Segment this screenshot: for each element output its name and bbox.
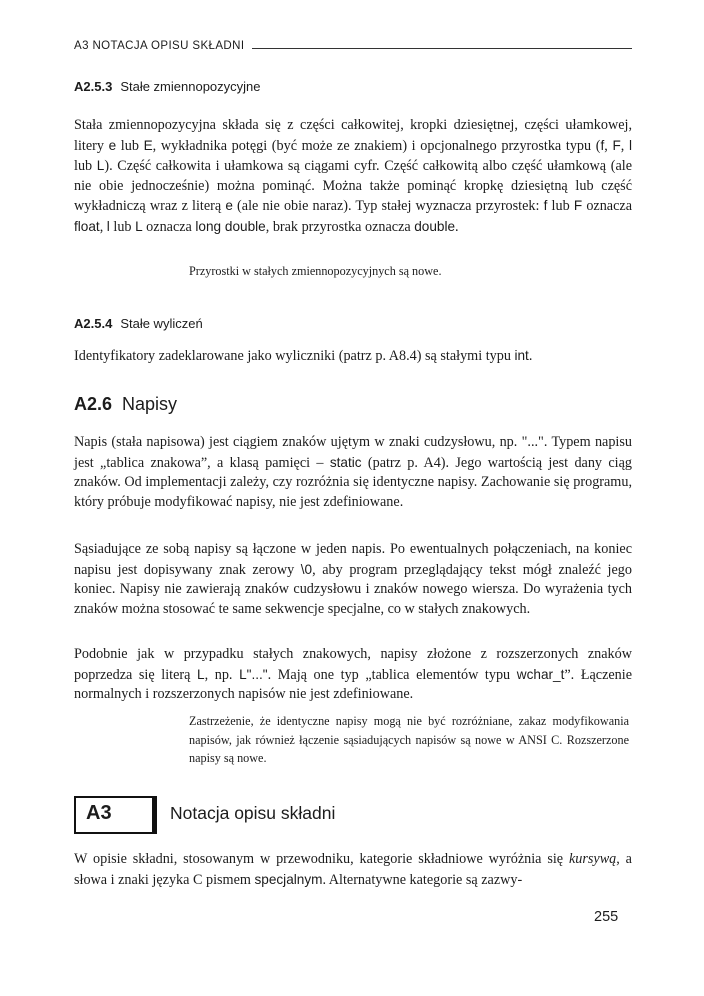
paragraph-wide-strings: Podobnie jak w przypadku stałych znakowych, napisy złożone z rozszerzonych znaków poprzedza się literą L, np. L"...". Mają one typ „tablica elementów typu wchar_t”. Łączenie normalnych i rozszerzonych napisów nie jest zdefiniowane. [74,646,633,702]
chapter-number-box [74,796,157,834]
code-F: F [612,137,621,153]
running-head-rule [252,48,632,49]
code-L: L [135,218,143,234]
paragraph-string-concatenation: Sąsiadujące ze sobą napisy są łączone w jeden napis. Po ewentualnych połączeniach, na koniec napisu jest dopisywany znak zerowy \0, aby program przeglądający tekst mógł znaleźć jego koniec. Napisy nie zawierają znaków cudzysłowu i znaków nowego wiersza. Do wyrażenia tych znaków można stosować te same sekwencje specjalne, co w stałych znakowych. [74,541,632,617]
code-f: f [600,137,605,153]
subsection-title: Stałe wyliczeń [120,316,203,331]
code-int: int [514,348,529,363]
code-e: e [108,137,117,153]
code-E: E [143,137,153,153]
note-ansi-strings: Zastrzeżenie, że identyczne napisy mogą nie być rozróżniane, zakaz modyfikowania napisów, jak również łączenie sąsiadujących napisów są nowe w ANSI C. Rozszerzone napisy są nowe. [189,714,629,765]
paragraph-floating-constants: Stała zmiennopozycyjna składa się z części całkowitej, kropki dziesiętnej, części ułamkowej, litery e lub E, wykładnika potęgi (być może ze znakiem) i opcjonalnego przyrostka typu (f, F, l lub L). Część całkowita i ułamkowa są ciągami cyfr. Część całkowitą albo część ułamkową (ale nie obie jednocześnie) można pominąć. Można także pominąć kropkę dziesiętną lub część wykładniczą wraz z literą e (ale nie obie naraz). Typ stałej wyznacza przyrostek: f lub F oznacza float, l lub L oznacza long double, brak przyrostka oznacza double. [74,117,632,235]
code-static: static [329,454,362,470]
page-number: 255 [594,909,619,925]
code-F: F [573,198,583,213]
code-L: L [96,158,105,173]
subsection-heading-a253 [74,79,261,94]
code-float: float [74,218,100,234]
code-L-string: L"..." [239,666,268,682]
section-title: Napisy [122,394,178,414]
code-L: L [197,666,205,682]
running-head [74,40,632,52]
code-double: double [414,218,456,234]
code-e: e [225,198,233,213]
paragraph-enum-constants: Identyfikatory zadeklarowane jako wyliczniki (patrz p. A8.4) są stałymi typu int. [74,348,533,364]
code-l: l [628,137,632,153]
running-head-text: A3 NOTACJA OPISU SKŁADNI [74,40,245,52]
subsection-title: Stałe zmiennopozycyjne [120,79,261,94]
code-long-double: long double [195,218,266,234]
code-null-char: \0 [300,561,313,577]
chapter-title: Notacja opisu składni [170,803,336,823]
paragraph-strings-definition: Napis (stała napisowa) jest ciągiem znaków ujętym w znaki cudzysłowu, np. "...". Typem napisu jest „tablica znakowa”, a klasą pamięci – static (patrz p. A4). Jego wartością jest dany ciąg znaków. Od implementacji zależy, czy rozróżnia się identyczne napisy. Zachowanie się programu, który próbuje modyfikować napisy, nie jest zdefiniowane. [74,434,632,510]
section-number: A2.6 [74,394,113,414]
special-font-text: specjalnym [254,871,323,887]
code-wchar-t: wchar_t [516,666,565,682]
note-suffixes-new: Przyrostki w stałych zmiennopozycyjnych są nowe. [189,264,442,278]
chapter-number: A3 [86,802,112,824]
italic-text: kursywą [568,851,617,867]
section-heading-a26 [74,394,177,415]
paragraph-syntax-notation: W opisie składni, stosowanym w przewodniku, kategorie składniowe wyróżnia się kursywą, a słowa i znaki języka C pismem specjalnym. Alternatywne kategorie są zazwy- [74,851,632,888]
code-l: l [106,218,110,234]
subsection-heading-a254 [74,316,203,331]
code-f: f [543,198,548,213]
subsection-number: A2.5.4 [74,316,113,331]
subsection-number: A2.5.3 [74,79,113,94]
